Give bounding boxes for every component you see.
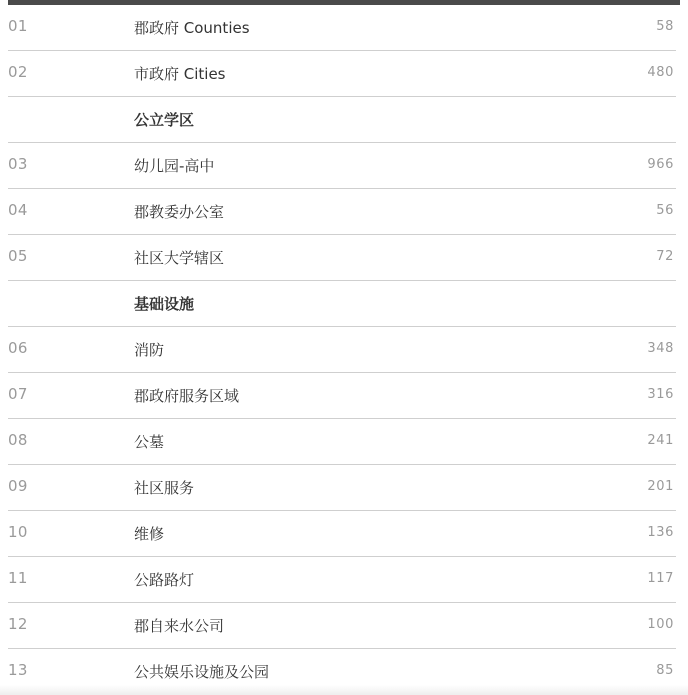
row-label: 市政府 Cities — [134, 65, 226, 83]
row-number: 10 — [8, 523, 28, 541]
row-label: 维修 — [134, 525, 165, 543]
row-count: 348 — [647, 341, 674, 356]
row-label: 郡政府 Counties — [134, 19, 250, 37]
list-item — [8, 189, 676, 235]
row-label: 公墓 — [134, 433, 165, 451]
row-label: 社区大学辖区 — [134, 249, 225, 267]
list-item — [8, 511, 676, 557]
row-count: 72 — [656, 249, 674, 264]
row-count: 201 — [647, 479, 674, 494]
government-list — [8, 5, 676, 694]
list-item — [8, 51, 676, 97]
list-item — [8, 373, 676, 419]
list-item — [8, 465, 676, 511]
row-label: 社区服务 — [134, 479, 195, 497]
section-title: 基础设施 — [134, 295, 195, 313]
row-number: 02 — [8, 63, 28, 81]
list-item — [8, 557, 676, 603]
row-count: 117 — [647, 571, 674, 586]
row-number: 01 — [8, 17, 28, 35]
row-label: 郡自来水公司 — [134, 617, 225, 635]
row-number: 06 — [8, 339, 28, 357]
row-count: 136 — [647, 525, 674, 540]
row-number: 13 — [8, 661, 28, 679]
list-item — [8, 5, 676, 51]
list-item — [8, 603, 676, 649]
row-count: 85 — [656, 663, 674, 678]
section-title: 公立学区 — [134, 111, 195, 129]
row-number: 05 — [8, 247, 28, 265]
row-number: 09 — [8, 477, 28, 495]
row-label: 幼儿园-高中 — [134, 157, 215, 175]
list-item — [8, 143, 676, 189]
section-header — [8, 281, 676, 327]
row-count: 966 — [647, 157, 674, 172]
row-label: 郡教委办公室 — [134, 203, 225, 221]
section-header — [8, 97, 676, 143]
row-count: 316 — [647, 387, 674, 402]
list-item — [8, 419, 676, 465]
row-label: 公共娱乐设施及公园 — [134, 663, 270, 681]
row-count: 480 — [647, 65, 674, 80]
row-number: 08 — [8, 431, 28, 449]
row-count: 58 — [656, 19, 674, 34]
row-count: 56 — [656, 203, 674, 218]
row-number: 04 — [8, 201, 28, 219]
list-item — [8, 235, 676, 281]
bottom-fade — [0, 685, 688, 695]
row-label: 郡政府服务区域 — [134, 387, 240, 405]
row-number: 12 — [8, 615, 28, 633]
list-item — [8, 327, 676, 373]
row-label: 消防 — [134, 341, 165, 359]
row-label: 公路路灯 — [134, 571, 195, 589]
row-number: 07 — [8, 385, 28, 403]
row-number: 03 — [8, 155, 28, 173]
row-count: 100 — [647, 617, 674, 632]
row-count: 241 — [647, 433, 674, 448]
row-number: 11 — [8, 569, 28, 587]
